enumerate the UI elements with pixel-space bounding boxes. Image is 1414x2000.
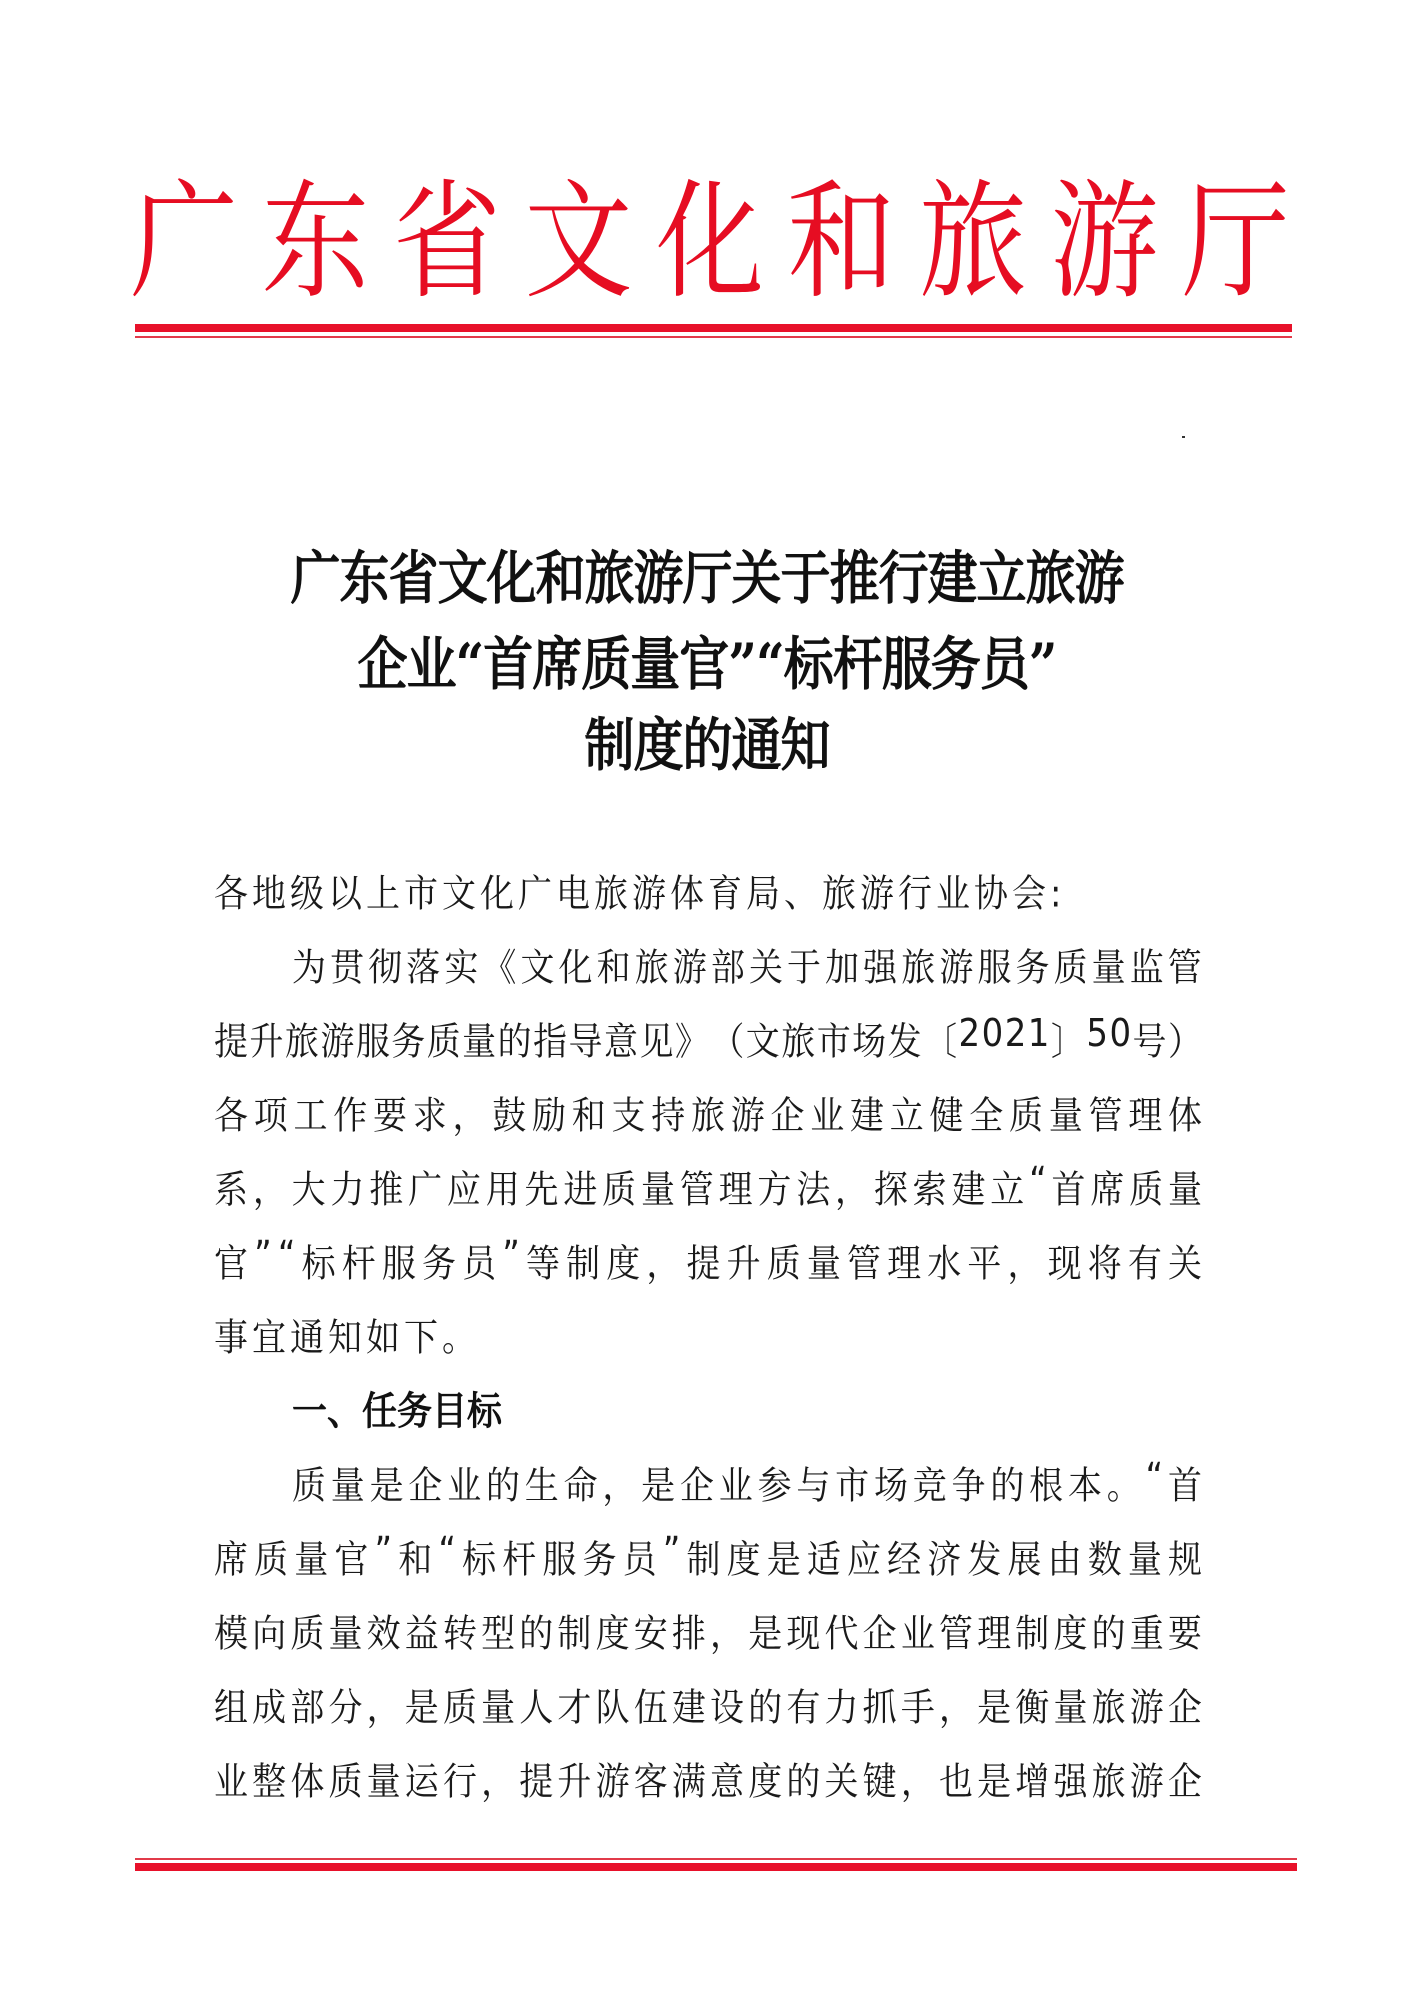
glyph: 场 (873, 1464, 908, 1509)
glyph: 服 (542, 1538, 577, 1583)
glyph: （ (710, 1020, 745, 1065)
glyph: 水 (927, 1242, 962, 1287)
glyph: 度 (726, 1538, 761, 1583)
glyph: 经 (887, 1538, 922, 1583)
glyph: 质 (254, 1538, 289, 1583)
glyph: 争 (951, 1464, 986, 1509)
glyph: 提 (686, 1242, 721, 1287)
glyph: 部 (290, 1686, 325, 1731)
glyph: 首 (1051, 1168, 1086, 1213)
glyph: 体 (1168, 1094, 1202, 1139)
glyph: 量 (1091, 946, 1126, 991)
paragraph-1-line (292, 937, 1202, 992)
glyph: 提 (214, 1020, 248, 1065)
glyph: ” (502, 1233, 520, 1278)
paragraph-1-line (214, 1233, 1202, 1288)
glyph: 效 (366, 1612, 401, 1657)
glyph: 客 (633, 1760, 668, 1805)
glyph: 杆 (502, 1538, 537, 1583)
glyph: 是 (977, 1686, 1012, 1731)
letterhead-char: 省 (392, 168, 501, 317)
glyph: 量 (462, 1020, 497, 1065)
glyph: 升 (249, 1020, 284, 1065)
glyph: 数 (1087, 1538, 1122, 1583)
glyph: 业 (718, 1464, 753, 1509)
glyph: ， (900, 1760, 935, 1805)
glyph: 作 (333, 1094, 368, 1139)
glyph: 代 (824, 1612, 859, 1657)
glyph: 量 (1167, 1168, 1202, 1213)
glyph: 实 (444, 946, 479, 991)
glyph: 大 (291, 1168, 326, 1213)
glyph: 升 (726, 1242, 761, 1287)
glyph: 立 (990, 1168, 1025, 1213)
glyph: 广 (408, 1168, 443, 1213)
glyph: 组 (214, 1686, 248, 1731)
glyph: ， (835, 1168, 869, 1213)
glyph: 和 (571, 1094, 606, 1139)
glyph: 整 (252, 1760, 287, 1805)
glyph: 5 (1086, 1011, 1108, 1056)
glyph: 关 (748, 946, 783, 991)
paragraph-2-line (214, 1603, 1202, 1658)
glyph: 标 (301, 1242, 336, 1287)
glyph: 的 (485, 1464, 520, 1509)
glyph: 关 (1168, 1242, 1202, 1287)
paragraph-1-line (214, 1011, 1202, 1066)
glyph: 索 (912, 1168, 947, 1213)
glyph: 人 (519, 1686, 554, 1731)
glyph: 竞 (912, 1464, 947, 1509)
glyph: 满 (671, 1760, 706, 1805)
glyph: 是 (641, 1464, 676, 1509)
glyph: 务 (391, 1020, 426, 1065)
footer-rule-thin (135, 1858, 1297, 1860)
glyph: 是 (766, 1538, 801, 1583)
glyph: 〔 (923, 1020, 958, 1065)
glyph: 务 (422, 1242, 456, 1287)
glyph: 系 (214, 1168, 248, 1213)
glyph: 文 (520, 946, 555, 991)
glyph: 现 (1047, 1242, 1082, 1287)
glyph: 场 (852, 1020, 887, 1065)
glyph: 员 (622, 1538, 657, 1583)
glyph: 设 (710, 1686, 745, 1731)
glyph: 管 (1088, 1094, 1123, 1139)
glyph: 型 (481, 1612, 516, 1657)
glyph: 市 (835, 1464, 870, 1509)
glyph: 企 (408, 1464, 443, 1509)
glyph: ” (662, 1529, 681, 1574)
glyph: 理 (718, 1168, 753, 1213)
letterhead-char: 广 (130, 168, 239, 317)
glyph: 质 (766, 1242, 801, 1287)
glyph: 转 (442, 1612, 477, 1657)
glyph: 是 (748, 1612, 783, 1657)
glyph: 体 (290, 1760, 325, 1805)
glyph: 度 (748, 1760, 783, 1805)
glyph: ， (1007, 1242, 1042, 1287)
glyph: 旅 (284, 1020, 319, 1065)
glyph: 加 (825, 946, 860, 991)
glyph: 适 (806, 1538, 841, 1583)
glyph: 旅 (1091, 1760, 1126, 1805)
glyph: 导 (568, 1020, 603, 1065)
glyph: 也 (938, 1760, 973, 1805)
glyph: 质 (292, 1464, 326, 1509)
glyph: 0 (1109, 1011, 1132, 1056)
glyph: 。 (1106, 1464, 1141, 1509)
letterhead-char: 东 (261, 168, 370, 317)
glyph: 理 (977, 1612, 1012, 1657)
glyph: ” (254, 1233, 272, 1278)
glyph: 务 (582, 1538, 617, 1583)
glyph: 的 (786, 1760, 821, 1805)
glyph: 根 (1029, 1464, 1064, 1509)
glyph: 伍 (633, 1686, 668, 1731)
glyph: 本 (1067, 1464, 1102, 1509)
document-title-line-1: 广东省文化和旅游厅关于推行建立旅游 (290, 544, 1124, 612)
glyph: 质 (290, 1612, 325, 1657)
letterhead-char: 厅 (1181, 168, 1290, 317)
letterhead-char: 游 (1050, 168, 1159, 317)
glyph: 〕 (1050, 1020, 1085, 1065)
glyph: 是 (369, 1464, 404, 1509)
glyph: 服 (355, 1020, 390, 1065)
glyph: 度 (595, 1612, 630, 1657)
letterhead-char: 文 (524, 168, 633, 317)
glyph: 企 (1167, 1760, 1202, 1805)
glyph: 理 (887, 1242, 922, 1287)
glyph: 席 (214, 1538, 248, 1583)
glyph: 服 (977, 946, 1012, 991)
glyph: 管 (847, 1242, 881, 1287)
glyph: 量 (806, 1242, 841, 1287)
glyph: 官 (334, 1538, 369, 1583)
glyph: 质 (328, 1760, 363, 1805)
glyph: 应 (446, 1168, 481, 1213)
glyph: 排 (671, 1612, 706, 1657)
glyph: 为 (292, 946, 326, 991)
glyph: 游 (320, 1020, 355, 1065)
glyph: ， (366, 1686, 401, 1731)
glyph: 管 (938, 1612, 973, 1657)
glyph: 发 (967, 1538, 1002, 1583)
glyph: 将 (1087, 1242, 1122, 1287)
glyph: 有 (786, 1686, 821, 1731)
glyph: 力 (330, 1168, 365, 1213)
glyph: 强 (1053, 1760, 1088, 1805)
glyph: 企 (862, 1612, 897, 1657)
glyph: 制 (557, 1612, 592, 1657)
glyph: 建 (850, 1094, 884, 1139)
glyph: 规 (1168, 1538, 1202, 1583)
glyph: 法 (796, 1168, 831, 1213)
glyph: 鼓 (492, 1094, 527, 1139)
glyph: 质 (1053, 946, 1088, 991)
glyph: 游 (730, 1094, 765, 1139)
glyph: 服 (381, 1242, 416, 1287)
glyph: 席 (1090, 1168, 1125, 1213)
glyph: “ (438, 1529, 456, 1574)
glyph: 展 (1007, 1538, 1042, 1583)
glyph: 意 (603, 1020, 638, 1065)
glyph: ， (602, 1464, 637, 1509)
glyph: 增 (1015, 1760, 1050, 1805)
glyph: 量 (366, 1760, 401, 1805)
glyph: 业 (214, 1760, 248, 1805)
glyph: 落 (406, 946, 441, 991)
glyph: 制 (1015, 1612, 1050, 1657)
glyph: 推 (369, 1168, 404, 1213)
glyph: 号 (1132, 1020, 1167, 1065)
glyph: 旅 (901, 946, 936, 991)
glyph: 全 (969, 1094, 1004, 1139)
glyph: 平 (967, 1242, 1002, 1287)
glyph: 重 (1129, 1612, 1164, 1657)
glyph: 于 (787, 946, 822, 991)
glyph: 意 (710, 1760, 745, 1805)
addressee: 各地级以上市文化广电旅游体育局、旅游行业协会: (214, 872, 1066, 917)
glyph: 等 (526, 1242, 560, 1287)
glyph: 度 (606, 1242, 641, 1287)
glyph: 化 (558, 946, 593, 991)
glyph: 有 (1127, 1242, 1162, 1287)
glyph: 济 (927, 1538, 962, 1583)
glyph: 业 (810, 1094, 845, 1139)
glyph: 指 (533, 1020, 568, 1065)
glyph: 》 (674, 1020, 709, 1065)
glyph: 量 (328, 1612, 363, 1657)
glyph: ， (452, 1094, 487, 1139)
glyph: 现 (786, 1612, 821, 1657)
glyph: 方 (757, 1168, 792, 1213)
glyph: 游 (672, 946, 707, 991)
letterhead-rule-thin (135, 336, 1292, 338)
glyph: 发 (887, 1020, 922, 1065)
glyph: 运 (404, 1760, 439, 1805)
footer-rule-thick (135, 1863, 1297, 1871)
glyph: 工 (293, 1094, 328, 1139)
glyph: 手 (900, 1686, 935, 1731)
letterhead-char: 化 (655, 168, 764, 317)
glyph: ” (374, 1529, 393, 1574)
glyph: 用 (485, 1168, 520, 1213)
glyph: 彻 (368, 946, 403, 991)
glyph: 的 (519, 1612, 554, 1657)
glyph: “ (1145, 1455, 1164, 1500)
glyph: 旅 (691, 1094, 725, 1139)
glyph: 分 (328, 1686, 363, 1731)
glyph: 与 (796, 1464, 831, 1509)
glyph: 官 (214, 1242, 248, 1287)
glyph: 市 (816, 1020, 851, 1065)
glyph: 求 (412, 1094, 447, 1139)
glyph: 建 (951, 1168, 986, 1213)
glyph: 立 (889, 1094, 924, 1139)
glyph: 游 (1129, 1686, 1164, 1731)
document-title-line-2: 企业“首席质量官”“标杆服务员” (357, 630, 1057, 698)
paragraph-2-line (214, 1529, 1202, 1584)
glyph: 要 (373, 1094, 407, 1139)
glyph: 探 (873, 1168, 908, 1213)
glyph: ， (710, 1612, 745, 1657)
glyph: 游 (939, 946, 974, 991)
glyph: 业 (447, 1464, 482, 1509)
glyph: 监 (1129, 946, 1164, 991)
glyph: 管 (1167, 946, 1202, 991)
glyph: 是 (977, 1760, 1012, 1805)
glyph: 和 (398, 1538, 433, 1583)
glyph: 命 (563, 1464, 598, 1509)
glyph: 才 (557, 1686, 592, 1731)
glyph: 管 (679, 1168, 714, 1213)
paragraph-2-line (214, 1677, 1202, 1732)
glyph: ） (1167, 1020, 1202, 1065)
glyph: 成 (252, 1686, 287, 1731)
glyph: 见 (639, 1020, 674, 1065)
section-heading-task-goals: 一、任务目标 (292, 1389, 503, 1435)
glyph: 量 (640, 1168, 675, 1213)
glyph: 衡 (1015, 1686, 1050, 1731)
glyph: 质 (602, 1168, 637, 1213)
letterhead-issuer (130, 166, 1290, 319)
glyph: 旅 (634, 946, 669, 991)
glyph: 持 (651, 1094, 686, 1139)
glyph: 旅 (781, 1020, 816, 1065)
glyph: 行 (442, 1760, 477, 1805)
glyph: 强 (863, 946, 898, 991)
glyph: 键 (862, 1760, 897, 1805)
glyph: “ (1029, 1159, 1047, 1204)
glyph: 部 (710, 946, 745, 991)
glyph: 的 (1091, 1612, 1126, 1657)
glyph: 益 (404, 1612, 439, 1657)
glyph: 1 (1027, 1011, 1050, 1056)
glyph: ， (252, 1168, 287, 1213)
glyph: 首 (1167, 1464, 1202, 1509)
glyph: 关 (824, 1760, 859, 1805)
glyph: 量 (1048, 1094, 1083, 1139)
paragraph-1-line (214, 1085, 1202, 1140)
glyph: 力 (824, 1686, 859, 1731)
document-title-line-3: 制度的通知 (584, 711, 830, 779)
glyph: 的 (748, 1686, 783, 1731)
glyph: 游 (595, 1760, 630, 1805)
glyph: 由 (1047, 1538, 1082, 1583)
paragraph-1-line: 事宜通知如下。 (214, 1316, 480, 1361)
paragraph-2-line (292, 1455, 1202, 1510)
paragraph-1-line (214, 1159, 1202, 1214)
glyph: 2 (958, 1011, 981, 1056)
glyph: 游 (1129, 1760, 1164, 1805)
glyph: 度 (1053, 1612, 1088, 1657)
glyph: 务 (1015, 946, 1050, 991)
glyph: 《 (482, 946, 517, 991)
glyph: 量 (1127, 1538, 1162, 1583)
glyph: 0 (981, 1011, 1004, 1056)
glyph: 模 (214, 1612, 248, 1657)
glyph: 先 (524, 1168, 559, 1213)
glyph: 质 (426, 1020, 461, 1065)
glyph: 旅 (1091, 1686, 1126, 1731)
glyph: 建 (671, 1686, 706, 1731)
glyph: 企 (770, 1094, 805, 1139)
glyph: 文 (745, 1020, 780, 1065)
glyph: 量 (330, 1464, 365, 1509)
glyph: 和 (596, 946, 631, 991)
glyph: 队 (595, 1686, 630, 1731)
glyph: ， (938, 1686, 973, 1731)
glyph: 量 (294, 1538, 329, 1583)
glyph: 励 (532, 1094, 566, 1139)
glyph: ， (646, 1242, 681, 1287)
glyph: 质 (1009, 1094, 1043, 1139)
paragraph-2-line (214, 1751, 1202, 1806)
glyph: 各 (214, 1094, 248, 1139)
glyph: 杆 (341, 1242, 376, 1287)
glyph: 抓 (862, 1686, 897, 1731)
glyph: 参 (757, 1464, 792, 1509)
glyph: 健 (929, 1094, 964, 1139)
glyph: 生 (524, 1464, 559, 1509)
glyph: 制 (686, 1538, 721, 1583)
glyph: 的 (497, 1020, 532, 1065)
glyph: 是 (404, 1686, 439, 1731)
glyph: 要 (1167, 1612, 1202, 1657)
glyph: 员 (462, 1242, 497, 1287)
glyph: 项 (253, 1094, 288, 1139)
glyph: 理 (1128, 1094, 1163, 1139)
glyph: 业 (900, 1612, 935, 1657)
glyph: “ (277, 1233, 296, 1278)
glyph: 贯 (330, 946, 365, 991)
glyph: 标 (462, 1538, 497, 1583)
glyph: 进 (563, 1168, 598, 1213)
glyph: 质 (1129, 1168, 1164, 1213)
letterhead-rule-thick (135, 324, 1292, 332)
glyph: 量 (1053, 1686, 1088, 1731)
glyph: 量 (481, 1686, 516, 1731)
glyph: 质 (442, 1686, 477, 1731)
glyph: 应 (847, 1538, 881, 1583)
glyph: ， (481, 1760, 516, 1805)
glyph: 提 (519, 1760, 554, 1805)
scan-speck (1182, 436, 1185, 438)
glyph: 升 (557, 1760, 592, 1805)
glyph: 企 (679, 1464, 714, 1509)
glyph: 2 (1004, 1011, 1027, 1056)
letterhead-char: 旅 (918, 168, 1027, 317)
glyph: 的 (990, 1464, 1025, 1509)
glyph: 制 (566, 1242, 601, 1287)
glyph: 支 (611, 1094, 646, 1139)
glyph: 安 (633, 1612, 668, 1657)
glyph: 向 (252, 1612, 287, 1657)
letterhead-char: 和 (787, 168, 896, 317)
glyph: 企 (1167, 1686, 1202, 1731)
